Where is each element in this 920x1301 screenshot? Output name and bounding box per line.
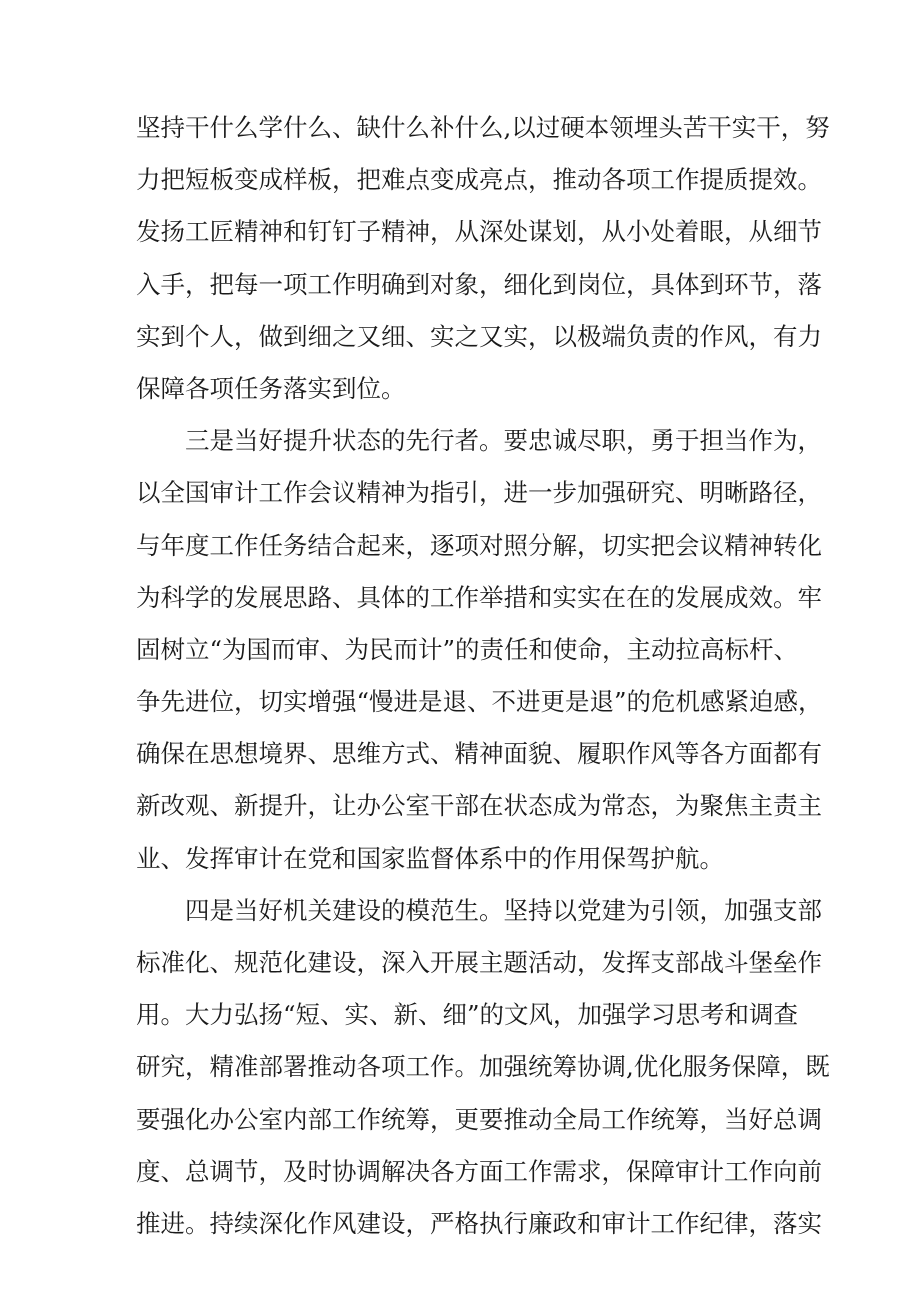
paragraph bbox=[136, 102, 830, 415]
text-line: 坚持干什么学什么、缺什么补什么,以过硬本领埋头苦干实干，努 bbox=[136, 113, 830, 142]
text-line: 标准化、规范化建设，深入开展主题活动，发挥支部战斗堡垒作 bbox=[136, 948, 822, 977]
text-line: 保障各项任务落实到位。 bbox=[136, 373, 406, 403]
text-line: 争先进位，切实增强“慢进是退、不进更是退”的危机感紧迫感， bbox=[136, 687, 823, 717]
text-line: 实到个人，做到细之又细、实之又实，以极端负责的作风，有力 bbox=[136, 321, 822, 351]
text-line: 发扬工匠精神和钉钉子精神，从深处谋划，从小处着眼，从细节 bbox=[136, 217, 822, 247]
paragraph bbox=[136, 885, 830, 1250]
text-line: 以全国审计工作会议精神为指引，进一步加强研究、明晰路径， bbox=[136, 478, 822, 508]
text-line: 入手，把每一项工作明确到对象，细化到岗位，具体到环节，落 bbox=[136, 269, 822, 299]
text-line: 三是当好提升状态的先行者。要忠诚尽职，勇于担当作为， bbox=[185, 426, 822, 456]
text-line: 要强化办公室内部工作统筹，更要推动全局工作统筹，当好总调 bbox=[136, 1104, 822, 1134]
paragraph bbox=[136, 415, 823, 885]
text-line: 研究，精准部署推动各项工作。加强统筹协调,优化服务保障，既 bbox=[136, 1052, 830, 1082]
text-line: 与年度工作任务结合起来，逐项对照分解，切实把会议精神转化 bbox=[136, 530, 822, 560]
text-line: 推进。持续深化作风建设，严格执行廉政和审计工作纪律，落实 bbox=[136, 1208, 822, 1238]
text-line: 力把短板变成样板，把难点变成亮点，推动各项工作提质提效。 bbox=[136, 165, 822, 195]
text-line: 度、总调节，及时协调解决各方面工作需求，保障审计工作向前 bbox=[136, 1156, 822, 1186]
body-text bbox=[136, 102, 830, 1250]
text-line: 新改观、新提升，让办公室干部在状态成为常态，为聚焦主责主 bbox=[136, 791, 822, 821]
text-line: 固树立“为国而审、为民而计”的责任和使命，主动拉高标杆、 bbox=[136, 634, 799, 664]
text-line: 四是当好机关建设的模范生。坚持以党建为引领，加强支部 bbox=[185, 895, 822, 925]
text-line: 用。大力弘扬“短、实、新、细”的文风，加强学习思考和调查 bbox=[136, 1000, 799, 1030]
text-line: 为科学的发展思路、具体的工作举措和实实在在的发展成效。牢 bbox=[136, 582, 822, 612]
text-line: 业、发挥审计在党和国家监督体系中的作用保驾护航。 bbox=[136, 843, 724, 873]
text-line: 确保在思想境界、思维方式、精神面貌、履职作风等各方面都有 bbox=[136, 739, 822, 769]
